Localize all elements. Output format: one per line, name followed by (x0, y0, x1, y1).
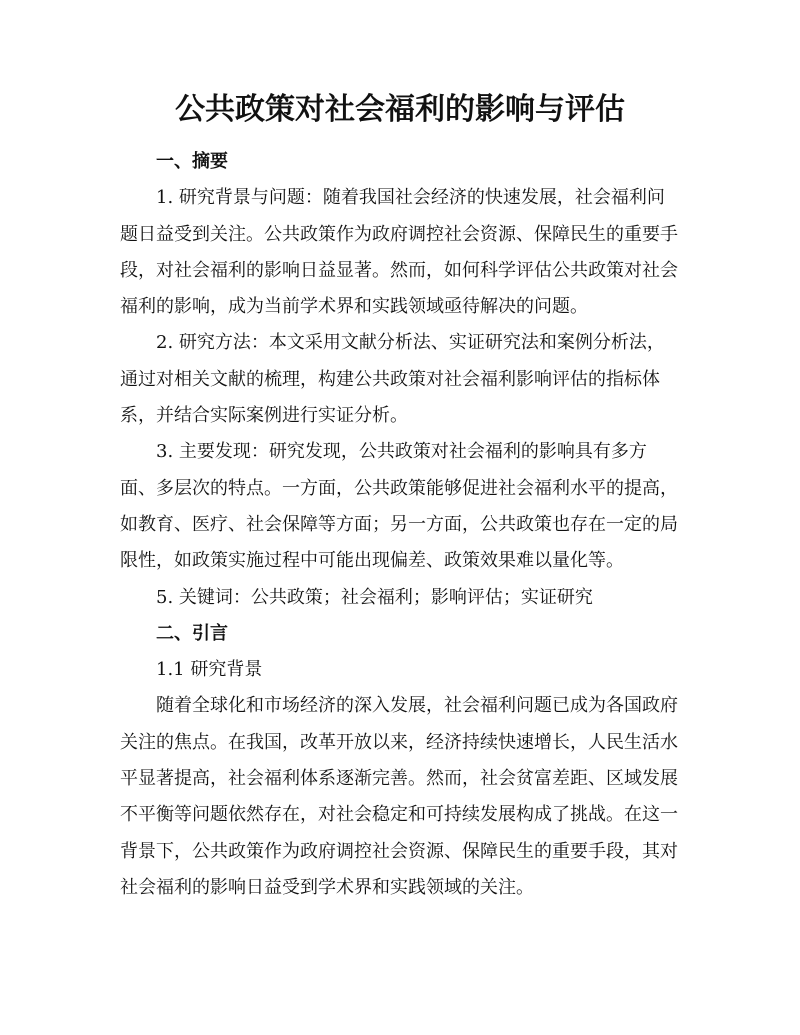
introduction-paragraph: 随着全球化和市场经济的深入发展，社会福利问题已成为各国政府关注的焦点。在我国，改革开放以来，经济持续快速增长，人民生活水平显著提高，社会福利体系逐渐完善。然而，社会贫富差距、区域发展不平衡等问题依然存在，对社会稳定和可持续发展构成了挑战。在这一背景下，公共政策作为政府调控社会资源、保障民生的重要手段，其对社会福利的影响日益受到学术界和实践领域的关注。 (120, 695, 678, 898)
abstract-paragraph-methods: 2. 研究方法：本文采用文献分析法、实证研究法和案例分析法，通过对相关文献的梳理，构建公共政策对社会福利影响评估的指标体系，并结合实际案例进行实证分析。 (120, 332, 665, 427)
subsection-heading-background: 1.1 研究背景 (156, 659, 263, 681)
abstract-paragraph-keywords: 5. 关键词：公共政策；社会福利；影响评估；实证研究 (156, 586, 593, 608)
section-heading-abstract: 一、摘要 (156, 151, 228, 172)
document-title: 公共政策对社会福利的影响与评估 (175, 92, 625, 127)
document-body (120, 144, 680, 906)
section-heading-introduction: 二、引言 (156, 622, 228, 644)
abstract-paragraph-findings: 3. 主要发现：研究发现，公共政策对社会福利的影响具有多方面、多层次的特点。一方面，公共政策能够促进社会福利水平的提高，如教育、医疗、社会保障等方面；另一方面，公共政策也存在一定的局限性，如政策实施过程中可能出现偏差、政策效果难以量化等。 (120, 441, 678, 572)
abstract-paragraph-background: 1. 研究背景与问题：随着我国社会经济的快速发展，社会福利问题日益受到关注。公共政策作为政府调控社会资源、保障民生的重要手段，对社会福利的影响日益显著。然而，如何科学评估公共政策对社会福利的影响，成为当前学术界和实践领域亟待解决的问题。 (120, 187, 678, 318)
